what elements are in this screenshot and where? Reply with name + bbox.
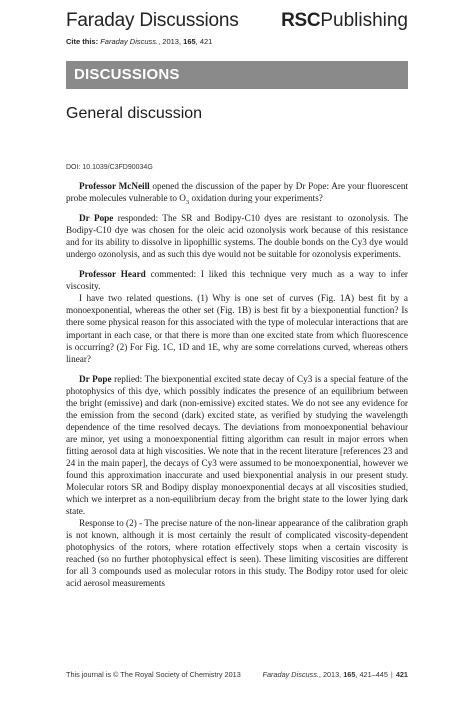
paragraph-text: oxidation during your experiments? <box>189 193 323 204</box>
section-banner: DISCUSSIONS <box>66 61 408 89</box>
speaker-name: Dr Pope <box>79 373 112 384</box>
cite-year: , 2013, <box>158 37 182 46</box>
footer-pages: , 421–445 <box>355 670 388 679</box>
publisher-logo <box>281 10 408 32</box>
footer-year: , 2013, <box>318 670 342 679</box>
footer-copyright: This journal is © The Royal Society of Chemistry 2013 <box>66 670 241 679</box>
article-title: General discussion <box>66 105 203 122</box>
cite-journal: Faraday Discuss. <box>100 37 159 46</box>
paragraph-pope-reply <box>66 373 408 518</box>
doi-line: DOI: 10.1039/C3FD90034G <box>66 164 153 171</box>
paragraph-response-2: Response to (2) - The precise nature of the non-linear appearance of the calibration graph is not known, although it is most certainly the result of complicated viscosity-dependent photophysics of the rotors, where rotation effectively stops when a certain viscosity is reached (so no further photophysical effect is seen). These limiting viscosities are different for all 3 compounds used as molecular rotors in this study. The Bodipy rotor used for oleic acid aerosol measurements <box>66 518 408 589</box>
cite-pages: , 421 <box>195 37 213 46</box>
subscript: 3 <box>185 198 190 206</box>
footer-volume: 165 <box>343 670 356 679</box>
footer-citation <box>263 670 408 679</box>
publisher-logo-bold: RSC <box>281 10 321 31</box>
paragraph-heard <box>66 268 408 292</box>
paragraph-pope-response <box>66 212 408 260</box>
speaker-name: Professor Heard <box>79 269 146 280</box>
paragraph-text: commented: I liked this technique very much as a way to infer viscosity. <box>66 269 408 292</box>
cite-label: Cite this: <box>66 37 99 46</box>
journal-title: Faraday Discussions <box>66 10 239 31</box>
paragraph-text: responded: The SR and Bodipy-C10 dyes are resistant to ozonolysis. The Bodipy-C10 dye was chosen for the oleic acid ozonolysis work because of this resistance and for its ability to dissolve in lipophillic systems. The double bonds on the Cy3 dye would undergo ozonolysis, and as such this dye would not be suitable for ozonolysis experiments. <box>66 213 408 260</box>
speaker-name: Dr Pope <box>79 213 114 224</box>
paragraph-mcneill <box>66 180 408 204</box>
paragraph-heard-questions: I have two related questions. (1) Why is one set of curves (Fig. 1A) best fit by a monoexponential, whereas the other set (Fig. 1B) is best fit by a biexponential function? Is there some physical reason for this associated with the type of molecular interactions that are important in each case, or that there is more than one excited state from which fluorescence is occurring? (2) For Fig. 1C, 1D and 1E, why are some correlations curved, whereas others linear? <box>66 293 408 364</box>
cite-volume: 165 <box>183 37 196 46</box>
paragraph-text: replied: The biexponential excited state decay of Cy3 is a special feature of the photophysics of this dye, which possibly indicates the presence of an equilibrium between the bright (emissive) and dark (non-emissive) excited states. We do not see any evidence for the emission from the second (dark) excited state, as verified by studying the wavelength dependence of the time resolved decays. The deviations from monoexponential behaviour are minor, yet using a monoexponential fitting algorithm can result in major errors when fitting aerosol data at high viscosities. We note that in the recent literature [references 23 and 24 in the main paper], the decays of Cy3 were assumed to be monoexponential, however we found this approximation inaccurate and used biexponential analysis in our present study. Molecular rotors SR and Bodipy display monoexponential decays at all viscosities studied, which we interpret as a non-equilibrium decay from the bright state to the lower lying dark state. <box>66 373 408 517</box>
page-number: 421 <box>395 670 408 679</box>
article-body <box>66 180 408 590</box>
paragraph-text: opened the discussion of the paper by Dr Pope: Are your fluorescent probe molecules vulnerable to O <box>66 181 408 204</box>
footer-journal: Faraday Discuss. <box>262 670 319 679</box>
footer-separator: | <box>390 670 393 679</box>
speaker-name: Professor McNeill <box>79 181 150 191</box>
citation-line <box>66 37 212 46</box>
publisher-logo-rest: Publishing <box>320 10 408 31</box>
